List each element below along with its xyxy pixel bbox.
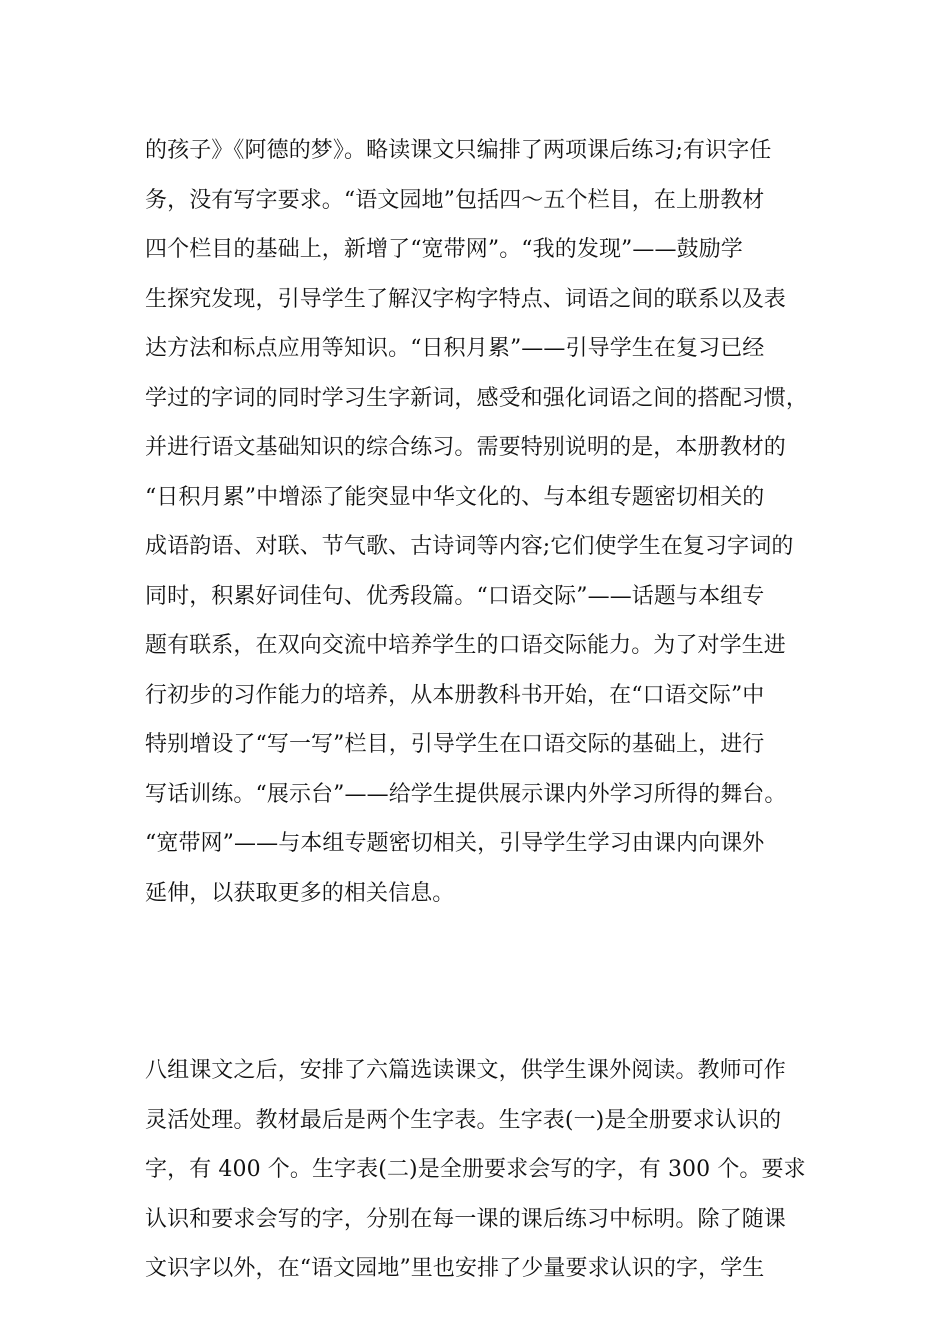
text-line: 同时，积累好词佳句、优秀段篇。“口语交际”——话题与本组专	[145, 583, 765, 609]
text-line: 延伸，以获取更多的相关信息。	[145, 880, 455, 906]
text-line: 成语韵语、对联、节气歌、古诗词等内容;它们使学生在复习字词的	[145, 534, 794, 559]
text-line: 学过的字词的同时学习生字新词，感受和强化词语之间的搭配习惯，	[145, 385, 809, 411]
text-line: 务，没有写字要求。“语文园地”包括四～五个栏目，在上册教材	[145, 187, 765, 213]
text-line: “宽带网”——与本组专题密切相关，引导学生学习由课内向课外	[145, 831, 765, 856]
paragraph-1	[145, 126, 809, 918]
text-line: 灵活处理。教材最后是两个生字表。生字表(一)是全册要求认识的	[145, 1107, 782, 1133]
paragraph-2	[145, 1046, 805, 1294]
text-line: 特别增设了“写一写”栏目，引导学生在口语交际的基础上，进行	[145, 732, 765, 757]
text-line: 题有联系，在双向交流中培养学生的口语交际能力。为了对学生进	[145, 633, 786, 658]
text-line: 的孩子》《阿德的梦》。略读课文只编排了两项课后练习;有识字任	[145, 138, 772, 163]
text-line: 写话训练。“展示台”——给学生提供展示课内外学习所得的舞台。	[145, 781, 787, 807]
text-line: 行初步的习作能力的培养，从本册教科书开始，在“口语交际”中	[145, 682, 765, 708]
text-line: “日积月累”中增添了能突显中华文化的、与本组专题密切相关的	[145, 484, 765, 510]
text-line: 字，有 400 个。生字表(二)是全册要求会写的字，有 300 个。要求	[145, 1157, 806, 1182]
text-line: 四个栏目的基础上，新增了“宽带网”。“我的发现”——鼓励学	[145, 237, 743, 262]
text-line: 生探究发现，引导学生了解汉字构字特点、词语之间的联系以及表	[145, 286, 786, 312]
text-line: 达方法和标点应用等知识。“日积月累”——引导学生在复习已经	[145, 336, 765, 361]
text-line: 并进行语文基础知识的综合练习。需要特别说明的是，本册教材的	[145, 435, 786, 460]
text-line: 认识和要求会写的字，分别在每一课的课后练习中标明。除了随课	[145, 1206, 786, 1232]
text-line: 八组课文之后，安排了六篇选读课文，供学生课外阅读。教师可作	[145, 1058, 786, 1083]
text-line: 文识字以外，在“语文园地”里也安排了少量要求认识的字，学生	[145, 1256, 765, 1281]
